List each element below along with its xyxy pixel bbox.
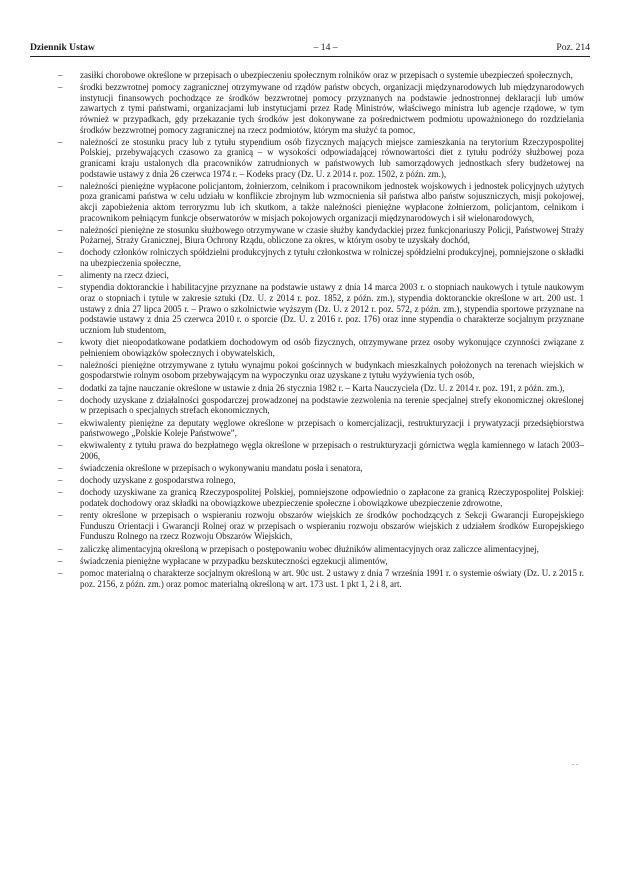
list-item <box>58 418 584 439</box>
list-item-text: dochody członków rolniczych spółdzielni produkcyjnych z tytułu członkostwa w rolniczej spółdzielni produkcyjnej, pomniejszone o składki na ubezpieczenia społeczne, <box>80 247 584 269</box>
list-item-text: zasiłki chorobowe określone w przepisach o ubezpieczeniu społecznym rolników oraz w przepisach o systemie ubezpieczeń społecznych, <box>80 70 573 80</box>
list-item <box>58 282 584 335</box>
list-item-text: ekwiwalenty pieniężne za deputaty węglowe określone w przepisach o komercjalizacji, restrukturyzacji i prywatyzacji przedsiębiorstwa państwowego „Polskie Koleje Państwowe”, <box>80 417 584 439</box>
bullet-dash: – <box>58 463 63 474</box>
list-item-text: pomoc materialną o charakterze socjalnym określoną w art. 90c ust. 2 ustawy z dnia 7 września 1991 r. o systemie oświaty (Dz. U. z 2015 r. poz. 2156, z późn. zm.) oraz pomoc materialną określoną w art. 173 ust. 1 pkt 1, 2 i 8, art. <box>80 568 584 589</box>
bullet-dash: – <box>58 417 63 428</box>
list-item <box>58 137 584 179</box>
list-item <box>58 544 584 555</box>
list-item-text: kwoty diet nieopodatkowane podatkiem dochodowym od osób fizycznych, otrzymywane przez osoby wykonujące czynności związane z pełnieniem obowiązków społecznych i obywatelskich, <box>80 337 584 358</box>
list-item-text: należności ze stosunku pracy lub z tytułu stypendium osób fizycznych mających miejsce zamieszkania na terytorium Rzeczypospolitej Polskiej, przebywających czasowo za granicą – w wysokości odpowiadającej równowartości diet z tytułu podróży służbowej poza granicami kraju ustalonych dla pracowników zatrudnionych w państwowych lub samorządowych jednostkach sfery budżetowej na podstawie ustawy z dnia 26 czerwca 1974 r. – Kodeks pracy (Dz. U. z 2014 r. poz. 1502, z późn. zm.), <box>80 136 584 179</box>
bullet-dash: – <box>58 440 63 451</box>
bullet-dash: – <box>58 555 63 566</box>
list-item <box>58 70 584 81</box>
list-item-text: dochody uzyskane z gospodarstwa rolnego, <box>80 475 236 486</box>
income-items-list <box>58 70 584 591</box>
journal-title: Dziennik Ustaw <box>30 42 95 53</box>
list-item <box>58 270 584 281</box>
list-item-text: środki bezzwrotnej pomocy zagranicznej otrzymywane od rządów państw obcych, organizacji międzynarodowych lub międzynarodowych instytucji finansowych pochodzące ze środków bezzwrotnej pomocy przyznanych na podstawie jednostronnej deklaracji lub umów zawartych z tymi państwami, organizacjami lub instytucjami przez Radę Ministrów, właściwego ministra lub agencje rządowe, w tym również w przypadkach, gdy przekazanie tych środków jest dokonywane za pośrednictwem podmiotu upoważnionego do rozdzielania środków bezzwrotnej pomocy zagranicznej na rzecz podmiotów, którym ma służyć ta pomoc, <box>80 82 584 135</box>
bullet-dash: – <box>58 568 63 578</box>
list-item <box>58 475 584 486</box>
list-item <box>58 440 584 461</box>
page-header <box>30 42 590 57</box>
list-item-text: należności pieniężne otrzymywane z tytułu wynajmu pokoi gościnnych w budynkach mieszkalnych położonych na terenach wiejskich w gospodarstwie rolnym osobom przebywającym na wypoczynku oraz uzyskane z tytułu wyżywienia tych osób, <box>80 359 584 381</box>
bullet-dash: – <box>58 359 63 370</box>
list-item-text: świadczenia pieniężne wypłacane w przypadku bezskuteczności egzekucji alimentów, <box>80 555 388 566</box>
bullet-dash: – <box>58 82 63 93</box>
list-item-text: zaliczkę alimentacyjną określoną w przepisach o postępowaniu wobec dłużników alimentacyjnych oraz zaliczce alimentacyjnej, <box>80 543 539 554</box>
list-item-text: renty określone w przepisach o wspieraniu rozwoju obszarów wiejskich ze środków pochodzących z Sekcji Gwarancji Europejskiego Funduszu Orientacji i Gwarancji Rolnej oraz w przepisach o wspieraniu rozwoju obszarów wiejskich z udziałem środków Europejskiego Funduszu Rolnego na rzecz Rozwoju Obszarów Wiejskich, <box>80 510 584 542</box>
list-item <box>58 360 584 381</box>
list-item-text: dochody uzyskane z działalności gospodarczej prowadzonej na podstawie zezwolenia na terenie specjalnej strefy ekonomicznej określonej w przepisach o specjalnych strefach ekonomicznych, <box>80 394 584 416</box>
list-item-text: dodatki za tajne nauczanie określone w ustawie z dnia 26 stycznia 1982 r. – Karta Nauczyciela (Dz. U. z 2014 r. poz. 191, z późn. zm.), <box>80 382 565 393</box>
list-item <box>58 395 584 416</box>
bullet-dash: – <box>58 70 63 80</box>
list-item <box>58 225 584 246</box>
page-mark: . . <box>572 758 578 767</box>
list-item <box>58 463 584 474</box>
bullet-dash: – <box>58 270 63 281</box>
list-item <box>58 487 584 508</box>
list-item-text: dochody uzyskiwane za granicą Rzeczypospolitej Polskiej, pomniejszone odpowiednio o zapłacone za granicą Rzeczypospolitej Polskiej: podatek dochodowy oraz składki na obowiązkowe ubezpieczenie społeczne i obowiązkowe ubezpieczenie zdrowotne, <box>80 487 584 509</box>
list-item-text: ekwiwalenty z tytułu prawa do bezpłatnego węgla określone w przepisach o restrukturyzacji górnictwa węgla kamiennego w latach 2003–2006, <box>80 440 584 461</box>
list-item-text: należności pieniężne wypłacone policjantom, żołnierzom, celnikom i pracownikom jednostek wojskowych i jednostek policyjnych użytych poza granicami państwa w celu udziału w konflikcie zbrojnym lub wzmocnienia sił państwa albo państw sojuszniczych, misji pokojowej, akcji zapobieżenia aktom terroryzmu lub ich skutkom, a także należności pieniężne wypłacone żołnierzom, policjantom, celnikom i pracownikom pełniącym funkcje obserwatorów w misjach pokojowych organizacji międzynarodowych i sił wielonarodowych, <box>80 180 584 223</box>
list-item-text: alimenty na rzecz dzieci, <box>80 270 169 281</box>
list-item <box>58 383 584 394</box>
bullet-dash: – <box>58 394 63 405</box>
list-item <box>58 568 584 589</box>
list-item <box>58 510 584 542</box>
list-item <box>58 337 584 358</box>
bullet-dash: – <box>58 382 63 393</box>
list-item-text: stypendia doktoranckie i habilitacyjne przyznane na podstawie ustawy z dnia 14 marca 2003 r. o stopniach naukowych i tytule naukowym oraz o stopniach i tytule w zakresie sztuki (Dz. U. z 2014 r. poz. 1852, z późn. zm.), stypendia doktoranckie określone w art. 200 ust. 1 ustawy z dnia 27 lipca 2005 r. – Prawo o szkolnictwie wyższym (Dz. U. z 2012 r. poz. 572, z późn. zm.), stypendia sportowe przyznane na podstawie ustawy z dnia 25 czerwca 2010 r. o sporcie (Dz. U. z 2016 r. poz. 176) oraz inne stypendia o charakterze socjalnym przyznane uczniom lub studentom, <box>80 282 584 335</box>
list-item-text: należności pieniężne ze stosunku służbowego otrzymywane w czasie służby kandydackiej przez funkcjonariuszy Policji, Państwowej Straży Pożarnej, Straży Granicznej, Biura Ochrony Rządu, obliczone za okres, w którym osoby te uzyskały dochód, <box>80 224 584 246</box>
bullet-dash: – <box>58 510 63 521</box>
bullet-dash: – <box>58 180 63 191</box>
list-item-text: świadczenia określone w przepisach o wykonywaniu mandatu posła i senatora, <box>80 463 363 474</box>
position-number: Poz. 214 <box>556 42 590 53</box>
bullet-dash: – <box>58 136 63 147</box>
list-item <box>58 82 584 135</box>
bullet-dash: – <box>58 224 63 235</box>
bullet-dash: – <box>58 487 63 498</box>
bullet-dash: – <box>58 475 63 486</box>
bullet-dash: – <box>58 337 63 347</box>
bullet-dash: – <box>58 247 63 258</box>
list-item <box>58 556 584 567</box>
bullet-dash: – <box>58 282 63 293</box>
list-item <box>58 247 584 268</box>
list-item <box>58 181 584 223</box>
bullet-dash: – <box>58 543 63 554</box>
page-number: – 14 – <box>313 42 338 53</box>
